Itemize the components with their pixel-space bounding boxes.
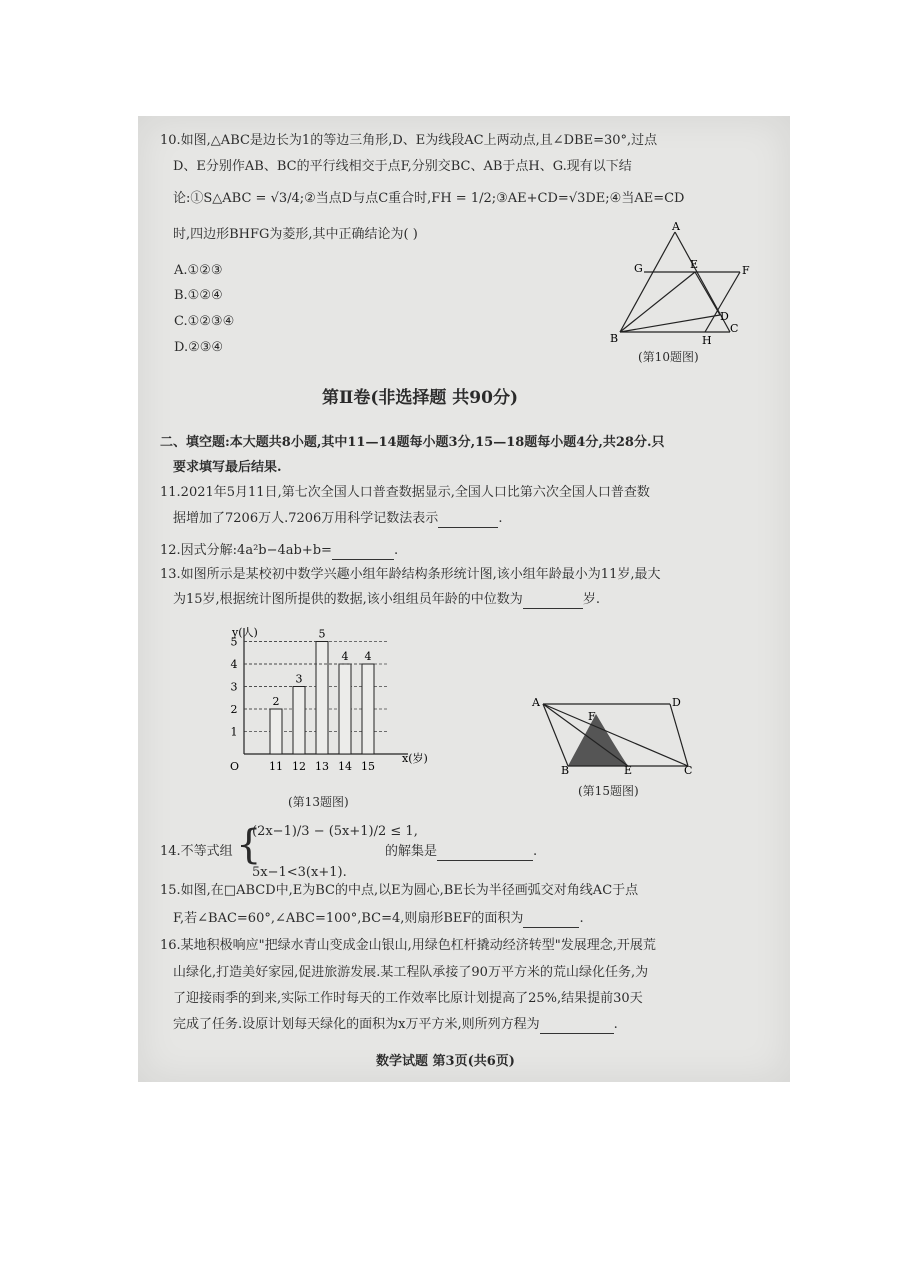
- x-tick-label: 13: [315, 760, 329, 773]
- bar-value-label: 4: [341, 650, 349, 663]
- q15-point-a: A: [532, 696, 540, 709]
- y-tick-label: 4: [230, 658, 238, 671]
- q10-line3: 论:①S△ABC = √3/4;②当点D与点C重合时,FH = 1/2;③AE+CD=√3DE;④当AE=CD: [173, 191, 685, 206]
- q10-line1: 10.如图,△ABC是边长为1的等边三角形,D、E为线段AC上两动点,且∠DBE=30°,过点: [160, 133, 658, 148]
- q15-point-c: C: [684, 764, 693, 776]
- q13-answer-blank[interactable]: [523, 608, 583, 609]
- bar-value-label: 5: [318, 627, 326, 641]
- bar-value-label: 3: [295, 672, 303, 686]
- q15-caption: (第15题图): [578, 784, 639, 798]
- q15-text: F,若∠BAC=60°,∠ABC=100°,BC=4,则扇形BEF的面积为: [173, 911, 524, 926]
- q11-line1: 11.2021年5月11日,第七次全国人口普查数据显示,全国人口比第六次全国人口普查数: [160, 485, 650, 500]
- q16-text: 完成了任务.设原计划每天绿化的面积为x万平方米,则所列方程为: [173, 1017, 540, 1032]
- bar-value-label: 4: [364, 650, 372, 663]
- q16-line2: 山绿化,打造美好家园,促进旅游发展.某工程队承接了90万平方米的荒山绿化任务,为: [173, 965, 649, 980]
- q11-end: .: [498, 511, 503, 526]
- q14-brace: {: [236, 822, 262, 868]
- x-tick-label: 15: [361, 760, 375, 773]
- q14-row2: 5x−1<3(x+1).: [252, 865, 347, 880]
- y-tick-label: 1: [230, 725, 238, 739]
- q13-text: 为15岁,根据统计图所提供的数据,该小组组员年龄的中位数为: [173, 592, 523, 607]
- q11-answer-blank[interactable]: [438, 527, 498, 528]
- q15-answer-blank[interactable]: [523, 927, 579, 928]
- bar: [293, 687, 305, 755]
- q10-point-f: F: [742, 264, 750, 277]
- q10-line4: 时,四边形BHFG为菱形,其中正确结论为( ): [173, 227, 418, 242]
- q14-answer-line: [385, 843, 537, 861]
- origin-label: O: [230, 760, 240, 773]
- bar-value-label: 2: [272, 695, 280, 708]
- q14-answer-blank[interactable]: [437, 860, 533, 861]
- x-axis-label: x(岁): [402, 752, 428, 765]
- q16-line3: 了迎接雨季的到来,实际工作时每天的工作效率比原计划提高了25%,结果提前30天: [173, 991, 643, 1006]
- y-tick-label: 3: [230, 680, 238, 694]
- q10-line2: D、E分别作AB、BC的平行线相交于点F,分别交BC、AB于点H、G.现有以下结: [173, 159, 632, 174]
- q15-figure: [528, 696, 698, 776]
- bar: [339, 664, 351, 754]
- q10-point-e: E: [690, 258, 699, 271]
- q16-line4: [173, 1016, 618, 1034]
- bar: [316, 642, 328, 755]
- y-axis-label: y(人): [232, 626, 258, 639]
- q15-line2: [173, 910, 584, 928]
- q10-point-b: B: [610, 332, 619, 345]
- section-instructions-2: 要求填写最后结果.: [173, 460, 282, 475]
- q10-point-a: A: [672, 222, 680, 233]
- q10-option-a: A.①②③: [174, 263, 223, 278]
- q15-point-b: B: [561, 764, 570, 776]
- q10-option-c: C.①②③④: [174, 314, 235, 329]
- q12-line: [160, 542, 398, 560]
- q11-line2: [173, 510, 502, 528]
- q13-bar-chart: [222, 622, 442, 784]
- q10-point-d: D: [720, 310, 729, 323]
- q11-text: 据增加了7206万人.7206万用科学记数法表示: [173, 511, 439, 526]
- q12-text: 12.因式分解:4a²b−4ab+b=: [160, 543, 332, 558]
- q13-line2: [173, 591, 600, 609]
- q14-row1: (2x−1)/3 − (5x+1)/2 ≤ 1,: [252, 824, 418, 839]
- q16-end: .: [613, 1017, 618, 1032]
- q10-point-c: C: [730, 322, 739, 335]
- y-tick-label: 2: [230, 703, 238, 716]
- bar: [270, 709, 282, 754]
- q15-point-e: E: [624, 764, 633, 776]
- q10-option-b: B.①②④: [174, 288, 223, 303]
- q15-point-f: F: [588, 710, 596, 723]
- x-tick-label: 12: [292, 760, 306, 773]
- q10-option-d: D.②③④: [174, 340, 224, 355]
- section-instructions-1: 二、填空题:本大题共8小题,其中11—14题每小题3分,15—18题每小题4分,共28分.只: [160, 435, 665, 450]
- q10-point-h: H: [702, 334, 712, 347]
- x-tick-label: 14: [338, 760, 352, 773]
- section-title: 第Ⅱ卷(非选择题 共90分): [322, 388, 518, 408]
- q13-line1: 13.如图所示是某校初中数学兴趣小组年龄结构条形统计图,该小组年龄最小为11岁,最大: [160, 567, 661, 582]
- q16-answer-blank[interactable]: [540, 1033, 614, 1034]
- bar: [362, 664, 374, 754]
- q15-end: .: [579, 911, 584, 926]
- q10-figure: [600, 222, 770, 347]
- y-tick-label: 5: [230, 635, 238, 649]
- q12-answer-blank[interactable]: [332, 559, 394, 560]
- page-footer: 数学试题 第3页(共6页): [376, 1054, 515, 1069]
- q14-end: .: [533, 844, 538, 859]
- q12-end: .: [393, 543, 399, 558]
- q16-line1: 16.某地积极响应"把绿水青山变成金山银山,用绿色杠杆撬动经济转型"发展理念,开展荒: [160, 938, 656, 953]
- q13-end: 岁.: [582, 592, 600, 607]
- x-tick-label: 11: [269, 760, 283, 773]
- q14-suffix: 的解集是: [385, 844, 438, 859]
- q10-caption: (第10题图): [638, 350, 699, 364]
- q15-line1: 15.如图,在□ABCD中,E为BC的中点,以E为圆心,BE长为半径画弧交对角线AC于点: [160, 883, 639, 898]
- q10-point-g: G: [634, 262, 643, 275]
- q13-caption: (第13题图): [288, 795, 349, 809]
- q15-point-d: D: [672, 696, 681, 709]
- q14-prefix: 14.不等式组: [160, 844, 233, 859]
